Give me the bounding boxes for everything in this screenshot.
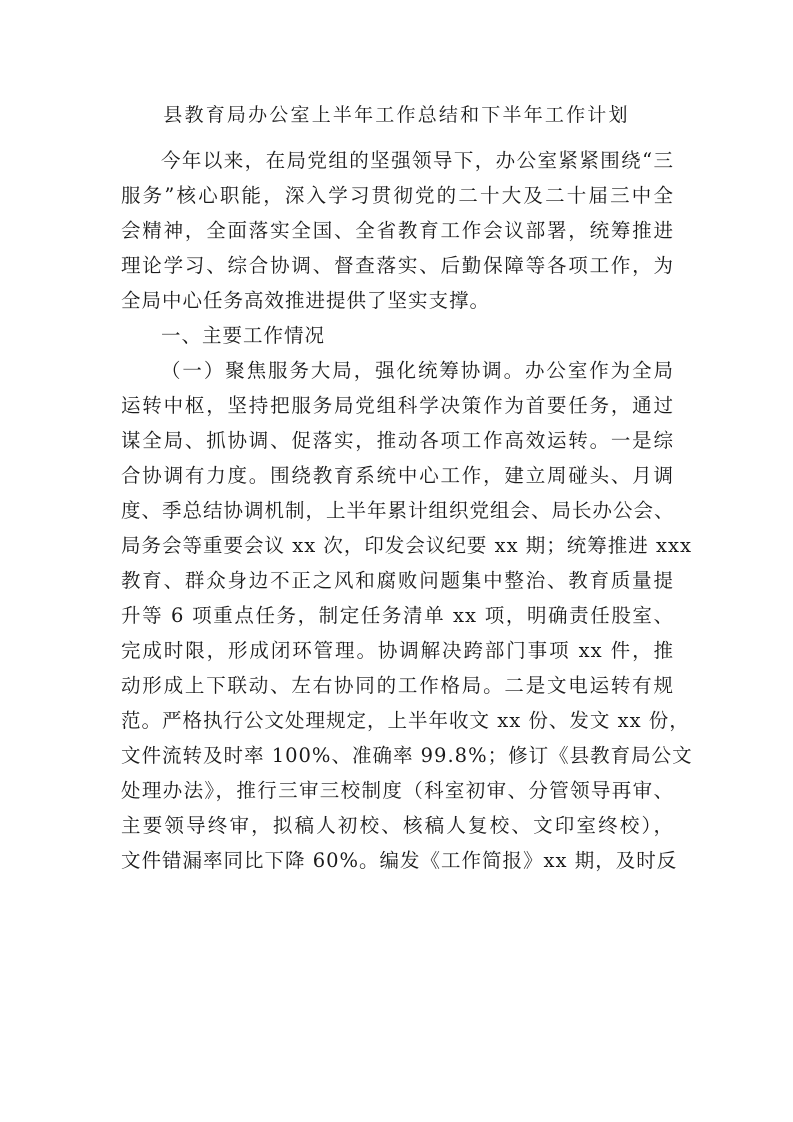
section-paragraph-line: 度、季总结协调机制，上半年累计组织党组会、局长办公会、 <box>121 499 675 522</box>
intro-paragraph-line: 理论学习、综合协调、督查落实、后勤保障等各项工作，为 <box>121 254 674 277</box>
document-title: 县教育局办公室上半年工作总结和下半年工作计划 <box>163 104 630 126</box>
section-paragraph-line: 运转中枢，坚持把服务局党组科学决策作为首要任务，通过 <box>121 394 674 417</box>
section-paragraph-line: 文件流转及时率 100%、准确率 99.8%；修订《县教育局公文 <box>121 744 693 767</box>
section-paragraph-line: （一）聚焦服务大局，强化统筹协调。办公室作为全局 <box>161 359 674 382</box>
section-paragraph-line: 升等 6 项重点任务，制定任务清单 xx 项，明确责任股室、 <box>121 604 674 627</box>
section-paragraph-line: 动形成上下联动、左右协同的工作格局。二是文电运转有规 <box>121 674 674 697</box>
section-paragraph-line: 文件错漏率同比下降 60%。编发《工作简报》xx 期，及时反 <box>121 849 678 872</box>
section-paragraph-line: 谋全局、抓协调、促落实，推动各项工作高效运转。一是综 <box>121 429 674 452</box>
document-body <box>121 143 693 878</box>
section-paragraph-line: 范。严格执行公文处理规定，上半年收文 xx 份、发文 xx 份， <box>121 709 690 732</box>
intro-paragraph-line: 全局中心任务高效推进提供了坚实支撑。 <box>121 289 491 312</box>
section-paragraph-line: 完成时限，形成闭环管理。协调解决跨部门事项 xx 件，推 <box>121 639 674 662</box>
intro-paragraph-line: 服务”核心职能，深入学习贯彻党的二十大及二十届三中全 <box>121 184 674 207</box>
intro-paragraph-line: 会精神，全面落实全国、全省教育工作会议部署，统筹推进 <box>121 219 674 242</box>
section-paragraph-line: 主要领导终审，拟稿人初校、核稿人复校、文印室终校）， <box>121 814 674 837</box>
section-paragraph-line: 处理办法》，推行三审三校制度（科室初审、分管领导再审、 <box>121 779 674 802</box>
section-heading: 一、主要工作情况 <box>161 324 326 347</box>
section-paragraph-line: 教育、群众身边不正之风和腐败问题集中整治、教育质量提 <box>121 569 674 592</box>
intro-paragraph-line: 今年以来，在局党组的坚强领导下，办公室紧紧围绕“三 <box>161 149 674 172</box>
section-paragraph-line: 局务会等重要会议 xx 次，印发会议纪要 xx 期；统筹推进 xxx <box>121 534 692 557</box>
section-paragraph-line: 合协调有力度。围绕教育系统中心工作，建立周碰头、月调 <box>121 464 674 487</box>
